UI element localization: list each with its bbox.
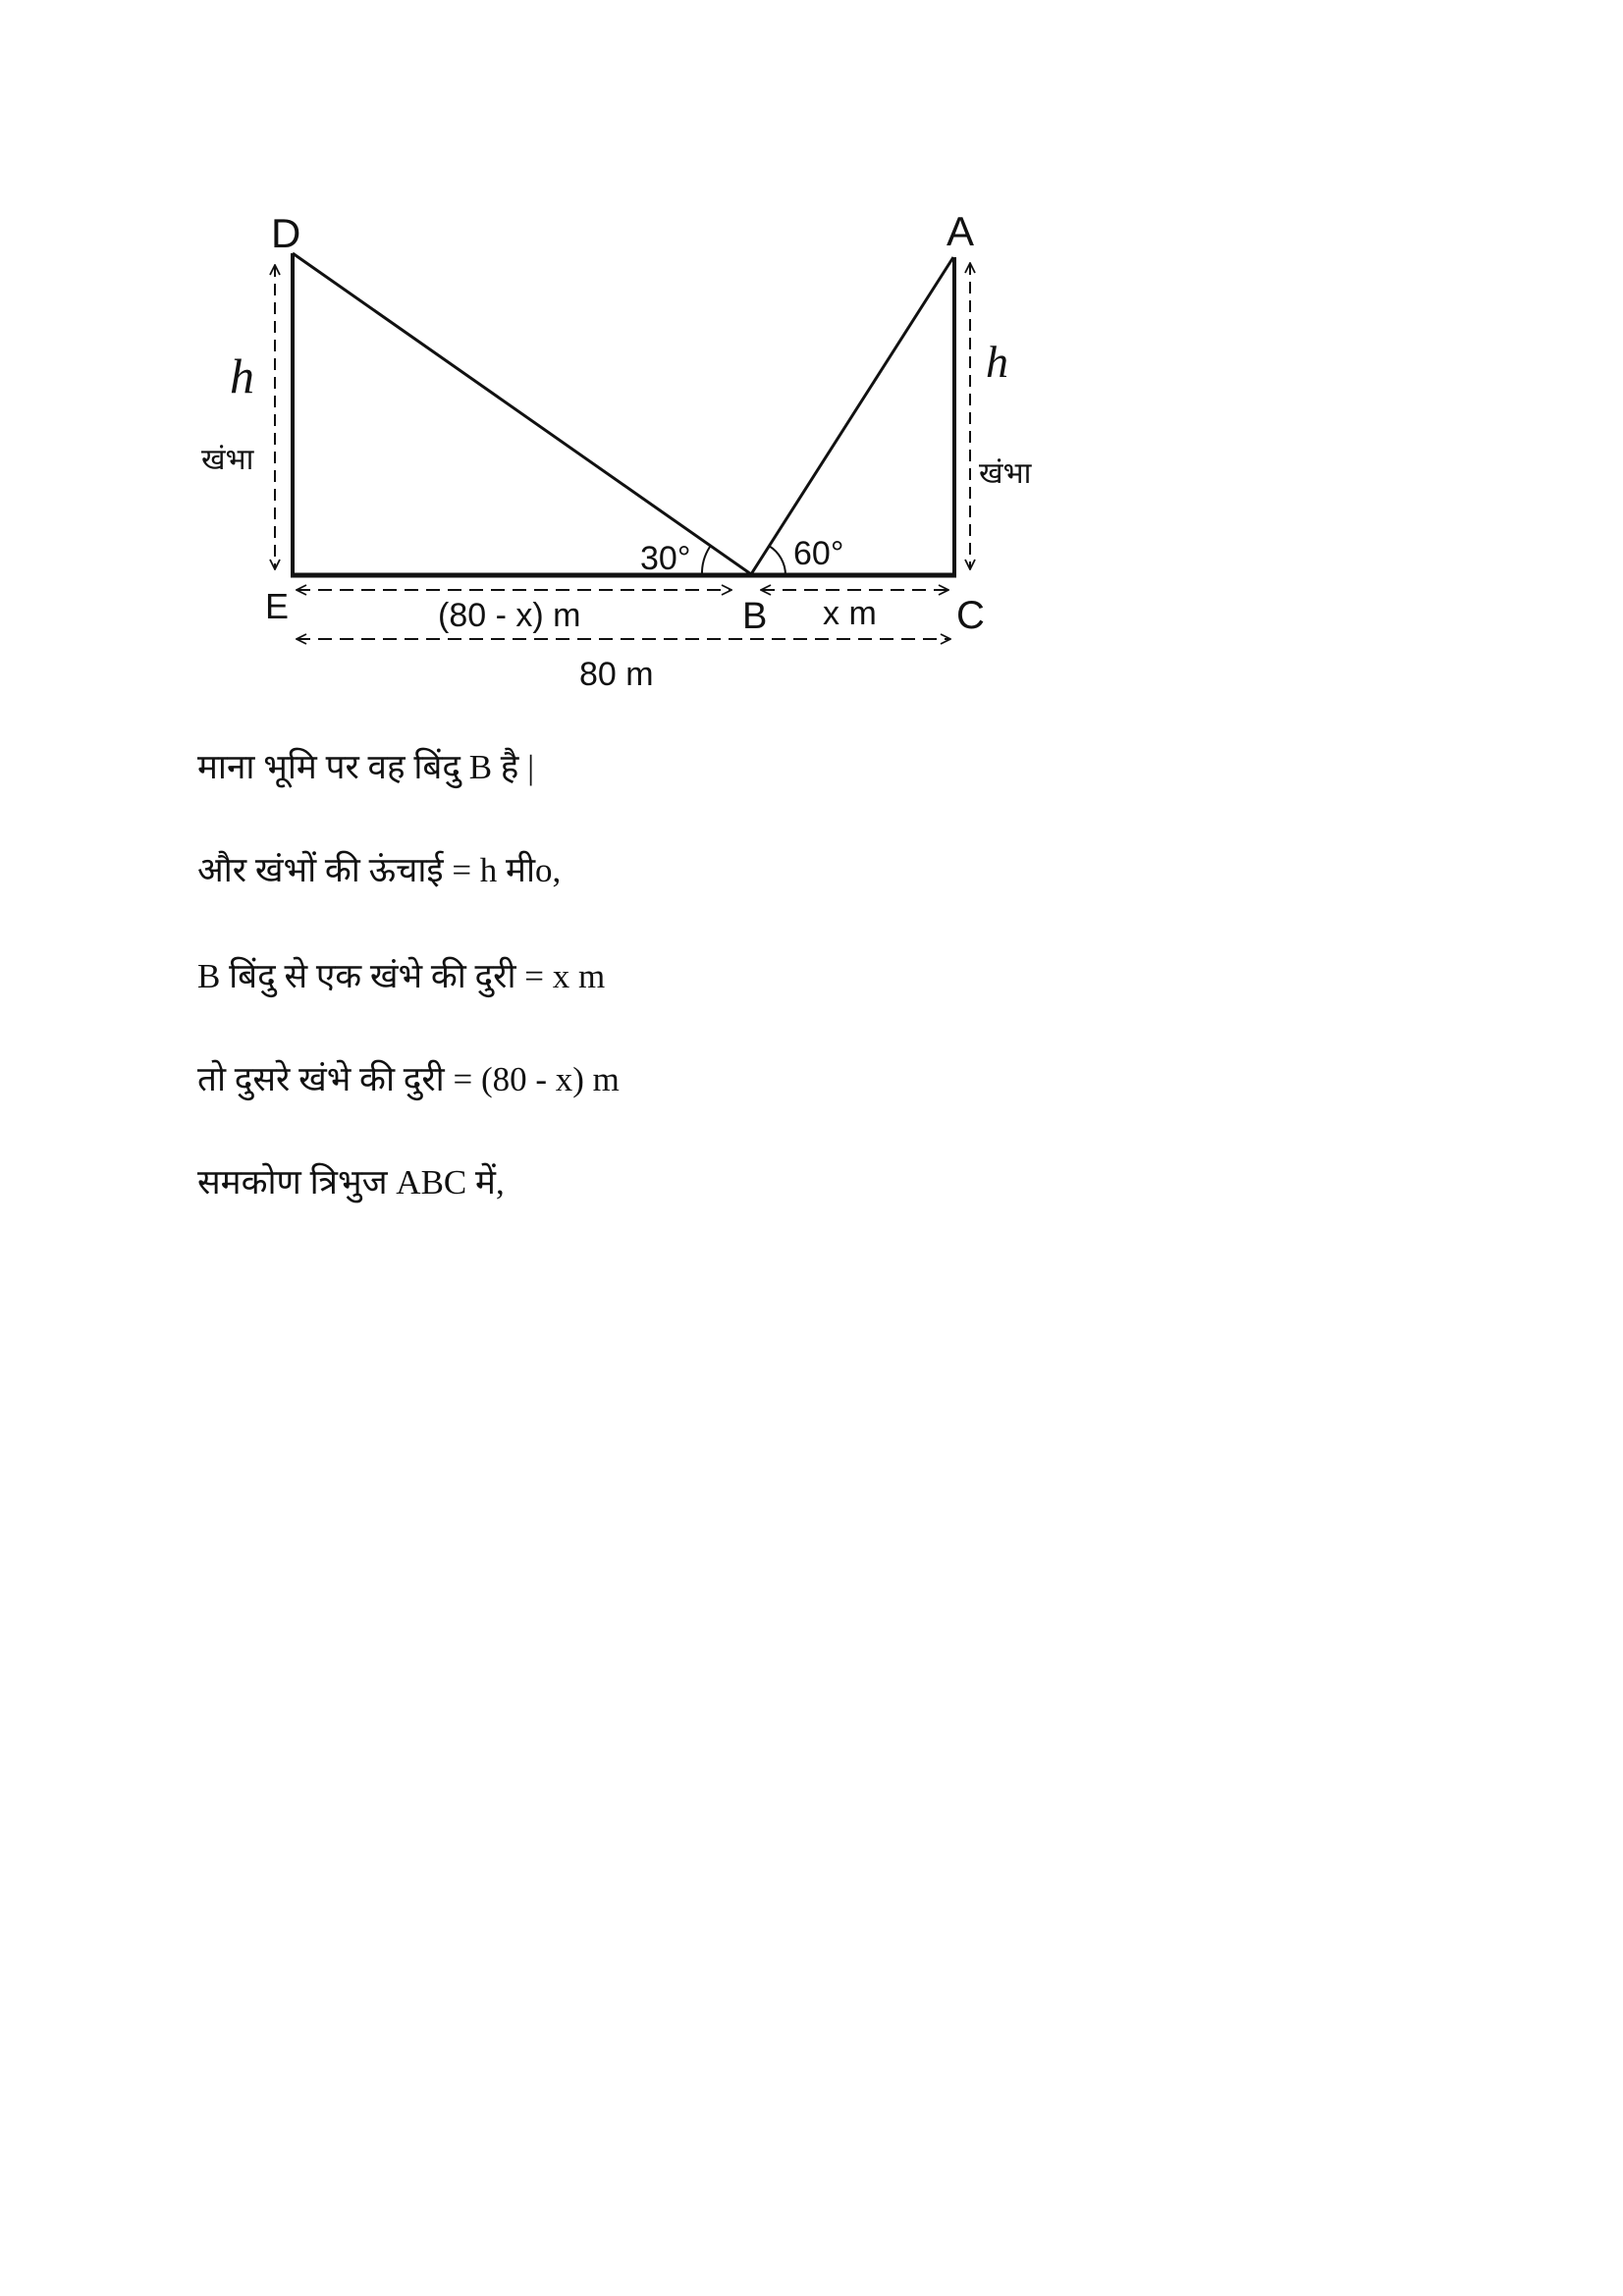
angle-arc-60 bbox=[769, 546, 785, 575]
pole-label-right: खंभा bbox=[979, 457, 1032, 490]
angle-arc-30 bbox=[702, 547, 710, 575]
angle-label-60: 60° bbox=[793, 535, 844, 572]
point-label-C: C bbox=[956, 594, 985, 637]
height-label-right: h bbox=[986, 337, 1008, 387]
text-line-2: और खंभों की ऊंचाई = h मीo, bbox=[197, 851, 562, 889]
two-poles-diagram bbox=[0, 0, 1178, 726]
distance-label-EC: 80 m bbox=[579, 656, 654, 693]
line-DB bbox=[293, 253, 751, 574]
text-line-3: B बिंदु से एक खंभे की दुरी = x m bbox=[197, 957, 606, 995]
angle-label-30: 30° bbox=[640, 540, 691, 577]
point-label-E: E bbox=[265, 586, 290, 626]
distance-label-BC: x m bbox=[823, 595, 877, 632]
height-label-left: h bbox=[230, 348, 254, 403]
point-label-D: D bbox=[271, 210, 301, 256]
point-label-B: B bbox=[742, 596, 768, 637]
distance-label-EB: (80 - x) m bbox=[438, 597, 581, 634]
text-line-4: तो दुसरे खंभे की दुरी = (80 - x) m bbox=[197, 1060, 620, 1098]
text-line-5: समकोण त्रिभुज ABC में, bbox=[197, 1163, 505, 1201]
line-AB bbox=[751, 257, 953, 574]
pole-label-left: खंभा bbox=[201, 444, 254, 476]
text-line-1: माना भूमि पर वह बिंदु B है | bbox=[197, 748, 535, 786]
point-label-A: A bbox=[947, 208, 975, 254]
